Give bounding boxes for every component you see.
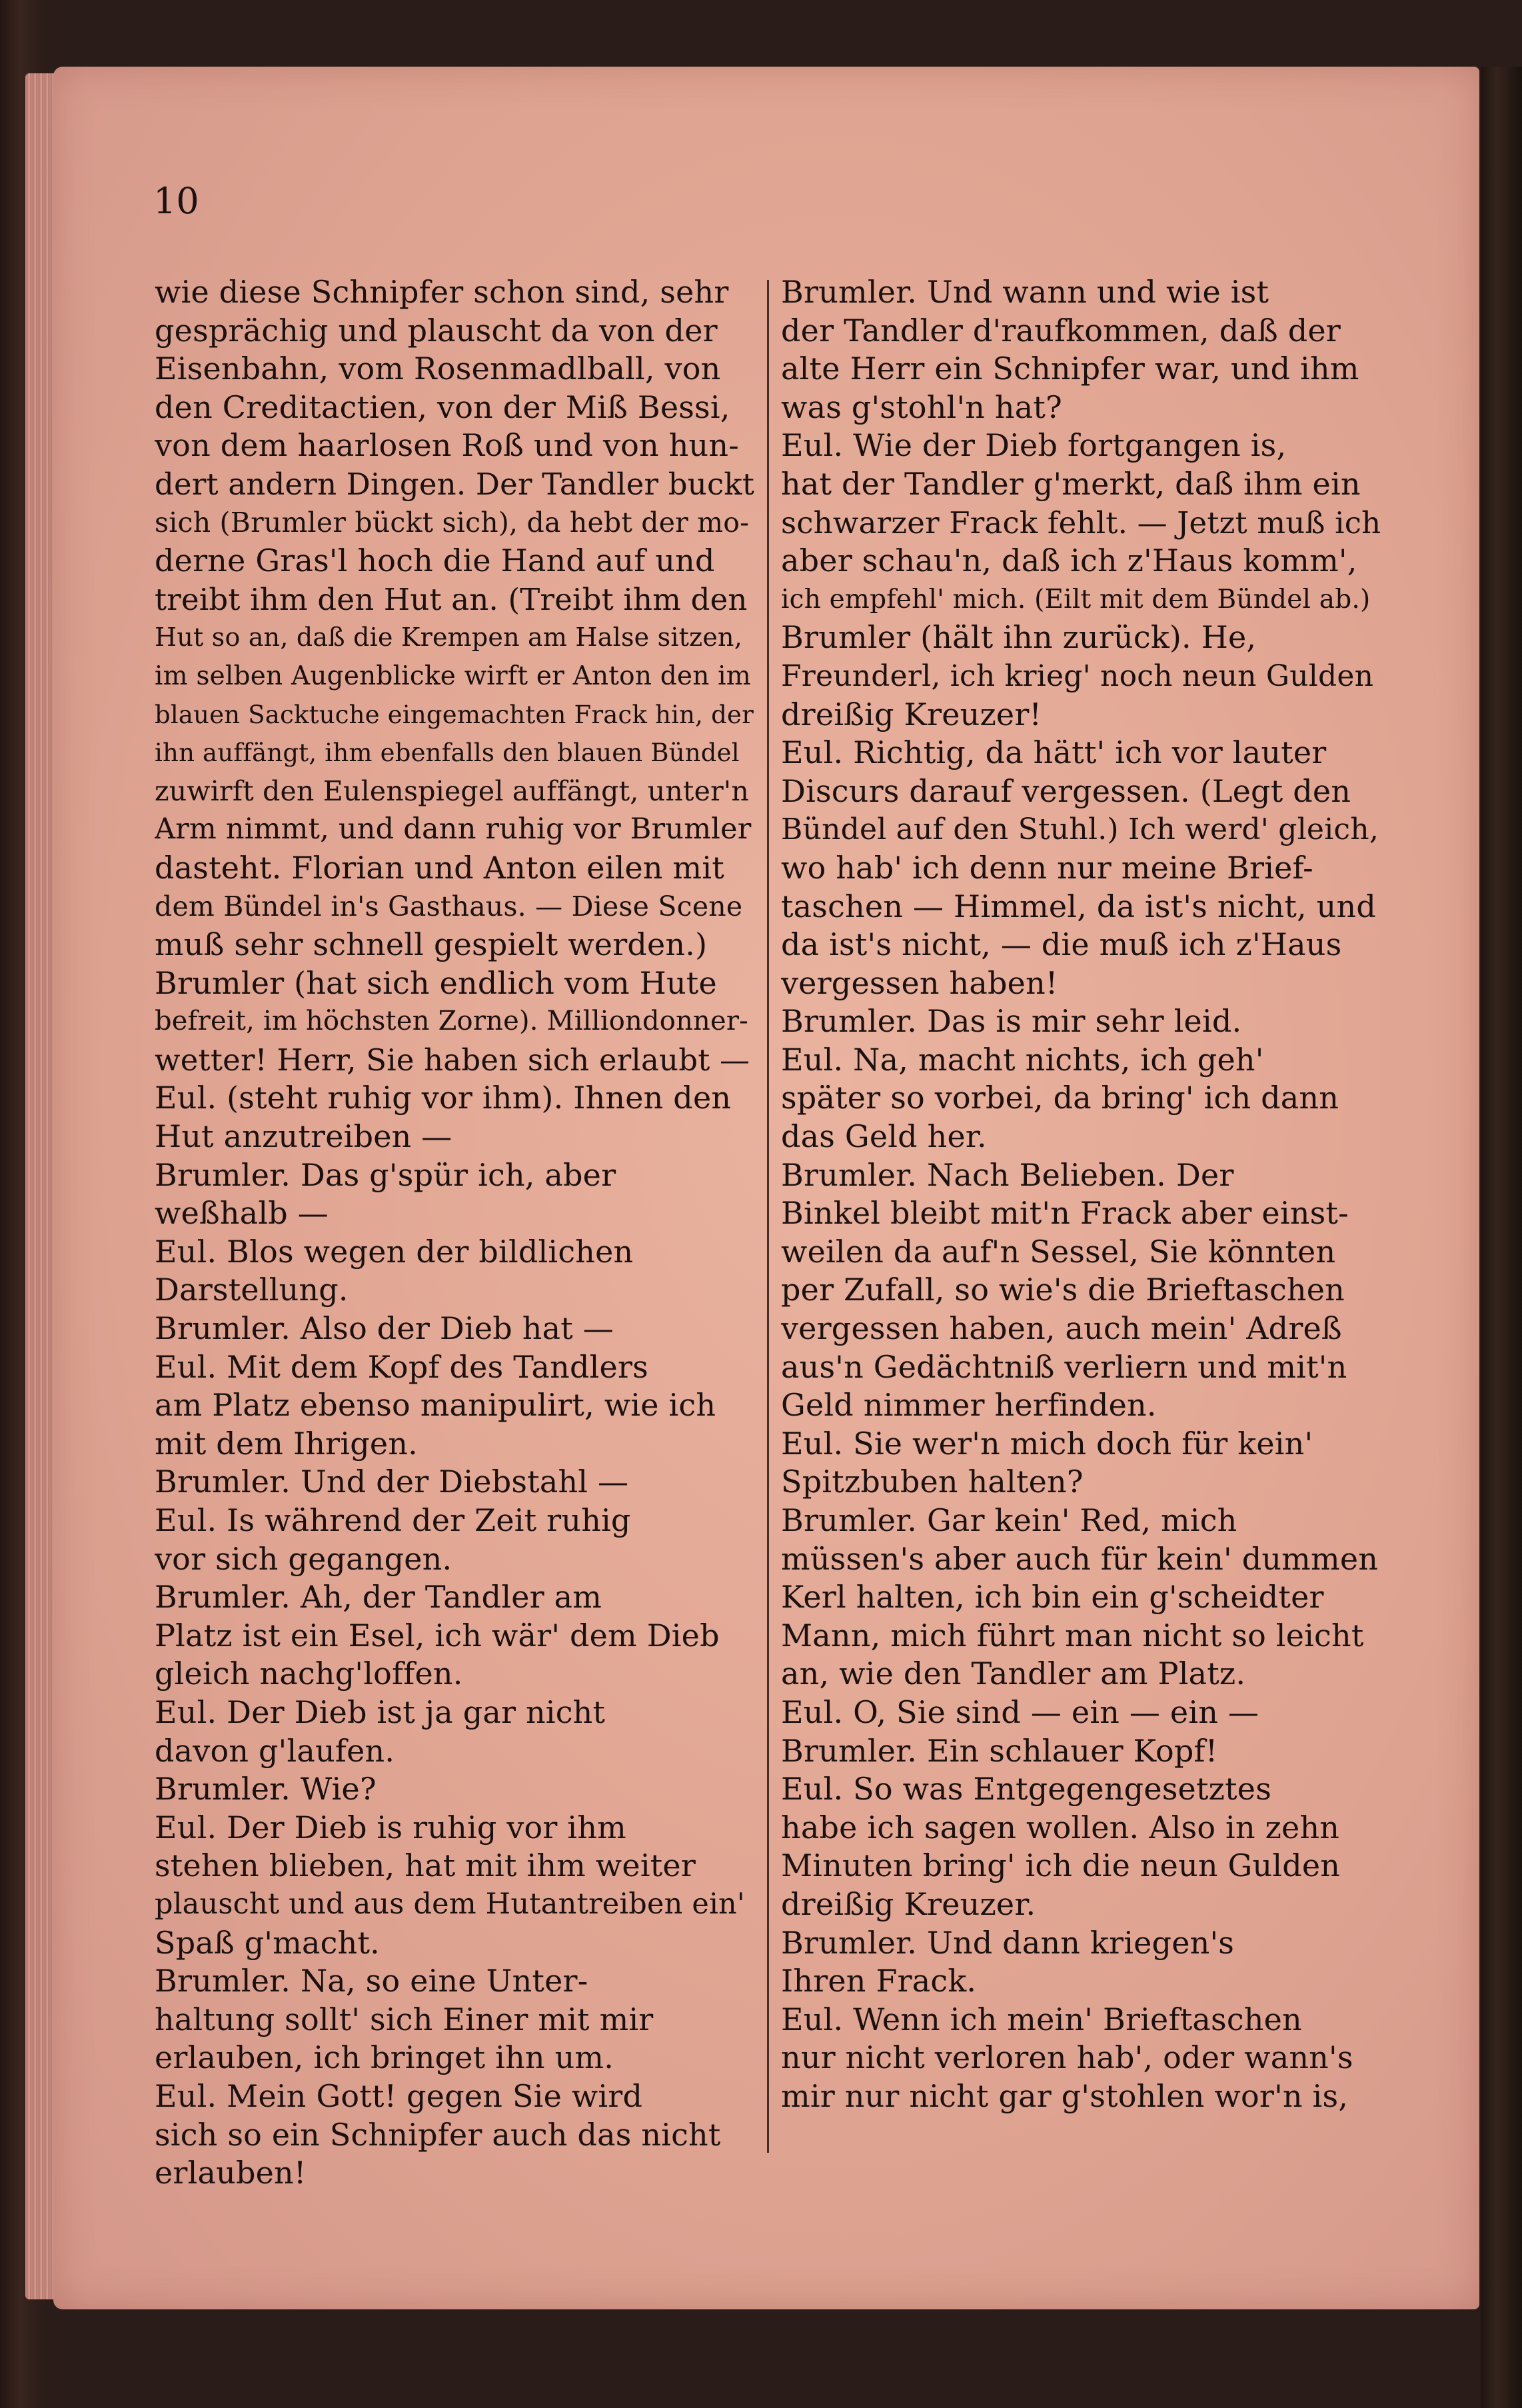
text-line: an, wie den Tandler am Platz.: [781, 1656, 1246, 1692]
column-divider: [767, 280, 769, 2153]
binding-edge: [1481, 67, 1522, 2408]
text-line: Eul. Mein Gott! gegen Sie wird: [155, 2077, 643, 2114]
text-line: wetter! Herr, Sie haben sich erlaubt —: [155, 1042, 750, 1078]
text-line: Brumler. Und wann und wie ist: [781, 274, 1269, 310]
text-line: das Geld her.: [781, 1118, 987, 1155]
text-line: sich (Brumler bückt sich), da hebt der mo-: [155, 506, 750, 539]
text-line: von dem haarlosen Roß und von hun-: [155, 427, 739, 464]
text-line: Minuten bring' ich die neun Gulden: [781, 1847, 1341, 1884]
text-line: erlauben!: [155, 2155, 307, 2191]
text-line: weilen da auf'n Sessel, Sie könnten: [781, 1233, 1336, 1270]
text-line: müssen's aber auch für kein' dummen: [781, 1540, 1379, 1577]
text-line: aus'n Gedächtniß verliern und mit'n: [781, 1348, 1347, 1385]
text-line: Brumler (hält ihn zurück). He,: [781, 619, 1257, 656]
text-line: muß sehr schnell gespielt werden.): [155, 926, 708, 963]
text-line: davon g'laufen.: [155, 1732, 395, 1769]
text-line: später so vorbei, da bring' ich dann: [781, 1080, 1339, 1116]
text-line: stehen blieben, hat mit ihm weiter: [155, 1847, 696, 1884]
text-line: ihn auffängt, ihm ebenfalls den blauen Bündel: [155, 738, 740, 768]
text-line: vergessen haben!: [781, 964, 1058, 1001]
text-line: Brumler. Nach Belieben. Der: [781, 1156, 1234, 1193]
text-line: gleich nachg'loffen.: [155, 1656, 463, 1692]
text-line: Geld nimmer herfinden.: [781, 1387, 1157, 1424]
text-line: Eul. Mit dem Kopf des Tandlers: [155, 1348, 648, 1385]
right-text-column: [781, 273, 1381, 2116]
text-line: Discurs darauf vergessen. (Legt den: [781, 772, 1351, 809]
text-line: befreit, im höchsten Zorne). Milliondonner-: [155, 1006, 748, 1037]
text-line: haltung sollt' sich Einer mit mir: [155, 2001, 654, 2037]
text-line: was g'stohl'n hat?: [781, 389, 1062, 425]
text-line: dem Bündel in's Gasthaus. — Diese Scene: [155, 890, 743, 922]
text-line: plauscht und aus dem Hutantreiben ein': [155, 1887, 745, 1921]
text-line: blauen Sacktuche eingemachten Frack hin, der: [155, 700, 754, 729]
text-line: Brumler. Das is mir sehr leid.: [781, 1003, 1242, 1040]
text-line: Binkel bleibt mit'n Frack aber einst-: [781, 1195, 1349, 1232]
text-line: vergessen haben, auch mein' Adreß: [781, 1310, 1342, 1347]
text-line: Eul. Na, macht nichts, ich geh': [781, 1041, 1264, 1078]
text-line: Bündel auf den Stuhl.) Ich werd' gleich,: [781, 812, 1379, 847]
text-line: habe ich sagen wollen. Also in zehn: [781, 1809, 1340, 1845]
text-line: treibt ihm den Hut an. (Treibt ihm den: [155, 581, 748, 617]
text-line: aber schau'n, daß ich z'Haus komm',: [781, 543, 1357, 579]
text-line: Brumler. Also der Dieb hat —: [155, 1310, 614, 1347]
text-line: Brumler. Und der Diebstahl —: [155, 1464, 629, 1500]
text-line: wie diese Schnipfer schon sind, sehr: [155, 274, 729, 310]
text-line: Freunderl, ich krieg' noch neun Gulden: [781, 658, 1374, 693]
text-line: zuwirft den Eulenspiegel auffängt, unter'n: [155, 774, 749, 807]
text-line: gesprächig und plauscht da von der: [155, 312, 718, 349]
text-line: Mann, mich führt man nicht so leicht: [781, 1617, 1364, 1654]
text-line: Ihren Frack.: [781, 1963, 977, 1999]
text-line: Eul. Richtig, da hätt' ich vor lauter: [781, 734, 1327, 771]
text-line: wo hab' ich denn nur meine Brief-: [781, 849, 1313, 886]
text-line: da ist's nicht, — die muß ich z'Haus: [781, 926, 1342, 963]
text-line: taschen — Himmel, da ist's nicht, und: [781, 888, 1376, 924]
text-line: mit dem Ihrigen.: [155, 1425, 418, 1462]
text-line: Darstellung.: [155, 1272, 349, 1308]
text-line: Brumler (hat sich endlich vom Hute: [155, 964, 717, 1001]
text-line: Arm nimmt, und dann ruhig vor Brumler: [155, 812, 752, 846]
text-line: weßhalb —: [155, 1195, 329, 1232]
text-line: vor sich gegangen.: [155, 1540, 452, 1577]
text-line: im selben Augenblicke wirft er Anton den im: [155, 660, 751, 691]
text-line: dasteht. Florian und Anton eilen mit: [155, 849, 724, 886]
text-line: Eul. Sie wer'n mich doch für kein': [781, 1425, 1313, 1462]
text-line: Eul. Der Dieb ist ja gar nicht: [155, 1694, 606, 1730]
text-line: Kerl halten, ich bin ein g'scheidter: [781, 1579, 1324, 1616]
page-number: 10: [153, 180, 199, 222]
text-line: dreißig Kreuzer.: [781, 1885, 1036, 1922]
text-line: Eul. O, Sie sind — ein — ein —: [781, 1694, 1259, 1730]
text-line: nur nicht verloren hab', oder wann's: [781, 2039, 1353, 2076]
text-line: erlauben, ich bringet ihn um.: [155, 2039, 614, 2076]
text-line: Brumler. Na, so eine Unter-: [155, 1963, 588, 1999]
text-line: Eul. Wie der Dieb fortgangen is,: [781, 427, 1287, 464]
text-line: dert andern Dingen. Der Tandler buckt: [155, 466, 754, 502]
text-line: Eisenbahn, vom Rosenmadlball, von: [155, 351, 721, 387]
text-line: Hut anzutreiben —: [155, 1118, 452, 1155]
text-line: Spaß g'macht.: [155, 1924, 380, 1961]
text-line: der Tandler d'raufkommen, daß der: [781, 312, 1341, 349]
text-line: am Platz ebenso manipulirt, wie ich: [155, 1387, 716, 1424]
text-line: ich empfehl' mich. (Eilt mit dem Bündel ab.): [781, 584, 1371, 614]
text-line: Eul. Der Dieb is ruhig vor ihm: [155, 1809, 626, 1845]
left-text-column: [155, 273, 754, 2193]
text-line: Hut so an, daß die Krempen am Halse sitzen,: [155, 622, 743, 652]
text-line: Eul. Is während der Zeit ruhig: [155, 1502, 631, 1538]
text-line: Brumler. Ein schlauer Kopf!: [781, 1732, 1218, 1769]
text-line: Brumler. Wie?: [155, 1771, 377, 1807]
text-line: Eul. Wenn ich mein' Brieftaschen: [781, 2001, 1302, 2037]
text-line: alte Herr ein Schnipfer war, und ihm: [781, 351, 1359, 387]
text-line: Eul. (steht ruhig vor ihm). Ihnen den: [155, 1080, 732, 1116]
text-line: Brumler. Gar kein' Red, mich: [781, 1502, 1237, 1538]
text-line: derne Gras'l hoch die Hand auf und: [155, 543, 715, 579]
text-line: Brumler. Das g'spür ich, aber: [155, 1156, 616, 1193]
text-line: sich so ein Schnipfer auch das nicht: [155, 2116, 721, 2153]
text-line: Eul. Blos wegen der bildlichen: [155, 1233, 634, 1270]
text-line: dreißig Kreuzer!: [781, 696, 1042, 732]
text-line: den Creditactien, von der Miß Bessi,: [155, 389, 730, 425]
text-line: hat der Tandler g'merkt, daß ihm ein: [781, 465, 1361, 502]
text-line: Brumler. Und dann kriegen's: [781, 1924, 1235, 1961]
text-line: Spitzbuben halten?: [781, 1464, 1084, 1500]
text-line: Brumler. Ah, der Tandler am: [155, 1579, 602, 1616]
text-line: schwarzer Frack fehlt. — Jetzt muß ich: [781, 505, 1381, 541]
text-line: per Zufall, so wie's die Brieftaschen: [781, 1272, 1345, 1308]
text-line: mir nur nicht gar g'stohlen wor'n is,: [781, 2077, 1349, 2114]
text-line: Platz ist ein Esel, ich wär' dem Dieb: [155, 1617, 720, 1654]
text-line: Eul. So was Entgegengesetztes: [781, 1771, 1272, 1807]
